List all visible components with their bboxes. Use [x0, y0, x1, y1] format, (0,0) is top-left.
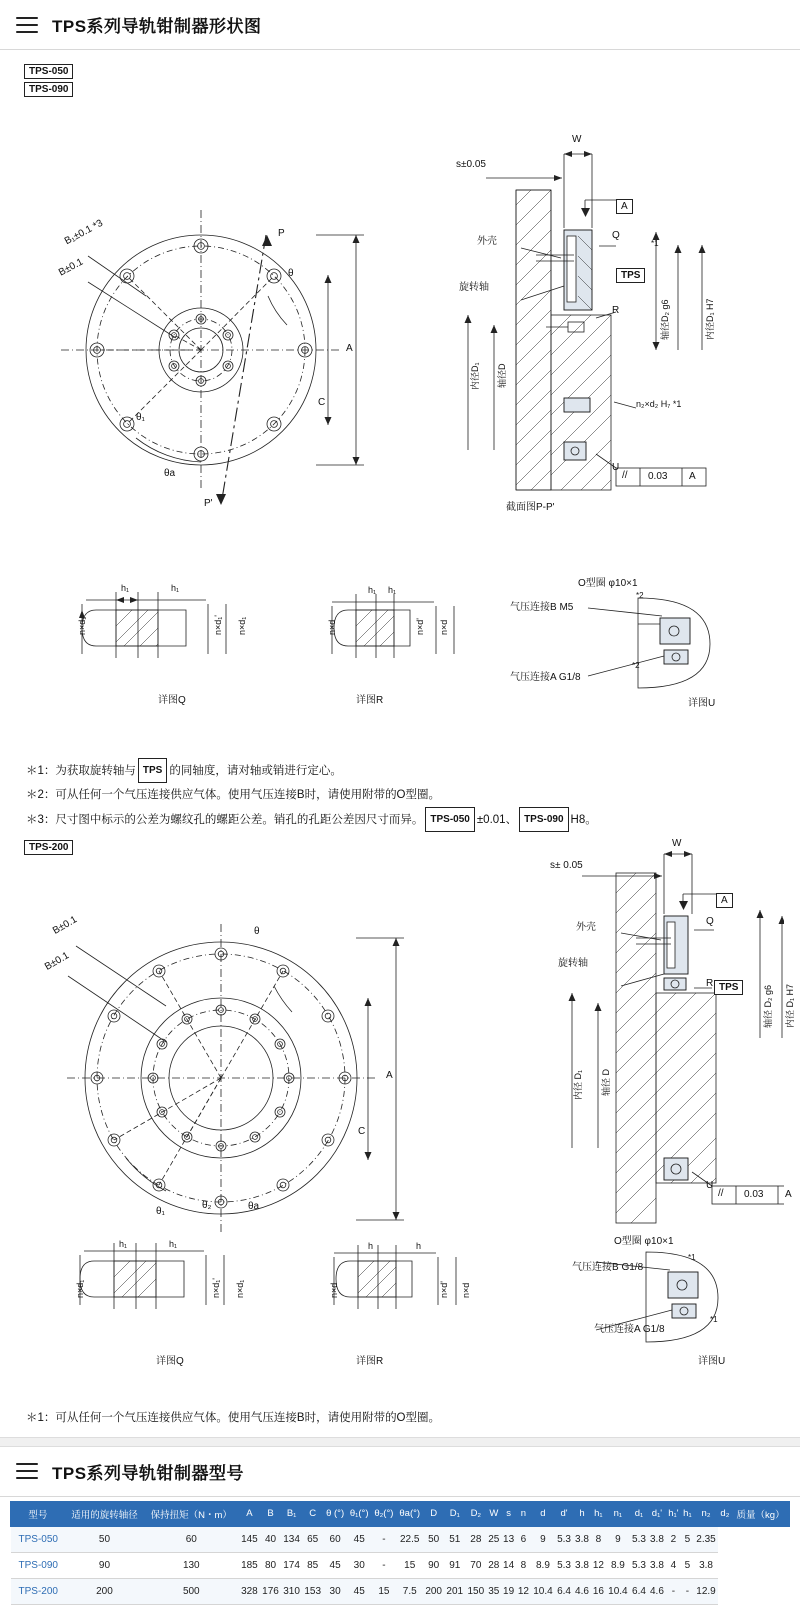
label2-q-h1-a: h₁ [119, 1239, 128, 1250]
th-17: d [531, 1501, 555, 1526]
th-9: θ₂(°) [371, 1501, 396, 1526]
gdt-datum-1: A [689, 471, 696, 482]
label-u: U [612, 462, 620, 473]
page-title: TPS系列导轨钳制器形状图 [52, 17, 262, 36]
note-1-pre: ＊1：为获取旋转轴与 [26, 765, 136, 777]
cell: 150 [465, 1578, 486, 1604]
cell: 201 [444, 1578, 465, 1604]
cell: 22.5 [396, 1526, 423, 1552]
detail-q-title-2: 详图Q [156, 1356, 184, 1368]
label2-r: R [706, 978, 714, 990]
cell: 6.4 [555, 1578, 573, 1604]
cell: 25 [486, 1526, 501, 1552]
th-8: θ₁(°) [347, 1501, 371, 1526]
label2-air-b: 气压连接B G1/8 [572, 1262, 644, 1274]
label-q-nxd1-c: n×d₁ [237, 616, 247, 635]
label2-inner-d1-h7: 内径 D₁ H7 [785, 984, 795, 1029]
table-row [11, 1552, 790, 1578]
tag-tps-090: TPS-090 [24, 82, 73, 97]
cell-model: TPS-090 [11, 1552, 66, 1578]
label2-r-h-b: h [416, 1241, 422, 1252]
cell: 5 [681, 1552, 694, 1578]
cell: - [681, 1578, 694, 1604]
label-theta: θ [288, 268, 294, 279]
note-2-1: ＊1：可从任何一个气压连接供应气体。使用气压连接B时，请使用附带的O型圈。 [26, 1412, 441, 1425]
cell: 10.4 [531, 1578, 555, 1604]
th-22: d₁ [630, 1501, 648, 1526]
cell: 5.3 [630, 1552, 648, 1578]
cell: 70 [465, 1552, 486, 1578]
th-10: θa(°) [396, 1501, 423, 1526]
cell: 2.35 [694, 1526, 718, 1552]
model-tags-2 [24, 840, 73, 858]
th-16: n [516, 1501, 531, 1526]
cell: 153 [302, 1578, 323, 1604]
gdt-sym-1: // [622, 470, 628, 481]
cell: 90 [423, 1552, 444, 1578]
cell: 145 [239, 1526, 260, 1552]
cell: 12 [516, 1578, 531, 1604]
label-q: Q [612, 230, 620, 241]
section-divider [0, 1437, 800, 1447]
tag-tps-callout-2: TPS [714, 980, 743, 995]
label-b-tolerance: B±0.1 [56, 256, 86, 279]
menu-icon-2[interactable] [16, 1463, 38, 1479]
cell: 90 [65, 1552, 143, 1578]
label-star2-a: *2 [636, 591, 644, 600]
cell: 65 [302, 1526, 323, 1552]
datum-a-2: A [716, 893, 733, 908]
cell: 5.3 [555, 1552, 573, 1578]
th-14: W [486, 1501, 501, 1526]
cell: 3.8 [648, 1552, 666, 1578]
label-n2-d2: n₂×d₂ H₇ *1 [636, 399, 682, 409]
cell: 4.6 [573, 1578, 591, 1604]
cell: 3.8 [573, 1526, 591, 1552]
th-24: h₁' [666, 1501, 681, 1526]
label2-theta-a: θa [248, 1201, 260, 1213]
cell: 5.3 [630, 1526, 648, 1552]
label2-theta: θ [254, 926, 260, 938]
cell: 5 [681, 1526, 694, 1552]
gdt-value-2: 0.03 [744, 1189, 764, 1201]
label-inner-d1: 内径D₁ [470, 362, 480, 390]
label2-u: U [706, 1180, 714, 1192]
label-dim-w: W [572, 134, 582, 145]
cell: 500 [144, 1578, 239, 1604]
note-1-post: 的同轴度，请对轴或销进行定心。 [169, 765, 342, 777]
cell-model: TPS-200 [11, 1578, 66, 1604]
cell: 30 [347, 1552, 371, 1578]
section-header-model [0, 1447, 800, 1497]
label-p-prime: P' [204, 498, 213, 509]
cell: 6 [516, 1526, 531, 1552]
cell: 4 [666, 1552, 681, 1578]
label-star1-a: *1 [651, 239, 659, 248]
tag-tps-050: TPS-050 [24, 64, 73, 79]
cell: 5.3 [555, 1526, 573, 1552]
note-3-tps090: TPS-090 [519, 807, 568, 832]
label-shaft-d2-g6: 轴径D₂ g6 [660, 299, 670, 340]
label-q-nxd1p: n×d₁' [213, 614, 223, 635]
drawing-svg-2 [16, 838, 784, 1398]
note-3-mid: ±0.01、 [476, 814, 518, 827]
label2-shaft-d: 轴径 D [601, 1069, 611, 1097]
notes-block-2 [0, 1398, 800, 1436]
cell: - [371, 1552, 396, 1578]
label-p: P [278, 228, 285, 239]
table-row [11, 1578, 790, 1604]
detail-u-title-2: 详图U [698, 1356, 726, 1368]
label2-q-nxd1: n×d₁ [75, 1280, 85, 1299]
th-21: n₁ [606, 1501, 630, 1526]
cell: 2 [666, 1526, 681, 1552]
th-28: 质量（kg） [732, 1501, 790, 1526]
cell: 3.8 [573, 1552, 591, 1578]
note-3-post: H8。 [570, 814, 597, 827]
notes-block-1 [0, 750, 800, 838]
label2-theta2: θ₂ [202, 1200, 212, 1212]
cell: 19 [501, 1578, 516, 1604]
cell: 8.9 [606, 1552, 630, 1578]
label-r-h1-a: h₁ [368, 585, 377, 595]
cell: 7.5 [396, 1578, 423, 1604]
cell: - [666, 1578, 681, 1604]
cell: 134 [281, 1526, 302, 1552]
cell: 8 [591, 1526, 606, 1552]
th-2: 保持扭矩（N・m） [144, 1501, 239, 1526]
gdt-sym-2: // [718, 1188, 724, 1200]
cell: 50 [423, 1526, 444, 1552]
cell: 14 [501, 1552, 516, 1578]
drawing-tps050-090 [0, 50, 800, 750]
label2-star1-b: *1 [710, 1315, 718, 1325]
cell: 12.9 [694, 1578, 718, 1604]
cell: 200 [423, 1578, 444, 1604]
th-0: 型号 [11, 1501, 66, 1526]
label2-shaft-d2-g6: 轴径 D₂ g6 [763, 985, 773, 1029]
label-q-nxd1: n×d₁ [77, 616, 87, 635]
label2-q-h1-b: h₁ [169, 1239, 178, 1250]
th-15: s [501, 1501, 516, 1526]
cell: 8.9 [531, 1552, 555, 1578]
label2-s-tolerance: s± 0.05 [550, 860, 583, 872]
section-header-shape [0, 0, 800, 50]
spec-table [10, 1501, 790, 1605]
note-1-tps: TPS [138, 758, 167, 783]
label2-shell: 外壳 [576, 922, 596, 934]
th-11: D [423, 1501, 444, 1526]
cell: 8 [516, 1552, 531, 1578]
note-3 [26, 807, 774, 832]
label-shell: 外壳 [477, 236, 497, 247]
label2-theta1: θ₁ [156, 1206, 165, 1218]
label2-dim-a: A [386, 1070, 393, 1082]
label-dim-c: C [318, 397, 326, 408]
cell: 28 [486, 1552, 501, 1578]
detail-q-title-1: 详图Q [158, 695, 186, 706]
label-dim-a: A [346, 343, 353, 354]
th-1: 适用的旋转轴径 [65, 1501, 143, 1526]
detail-r-title-2: 详图R [356, 1356, 384, 1368]
cell: 16 [591, 1578, 606, 1604]
datum-a-1: A [616, 199, 633, 214]
cell: 15 [396, 1552, 423, 1578]
label2-q-nxd1-c: n×d₁ [235, 1280, 245, 1299]
th-12: D₁ [444, 1501, 465, 1526]
label2-air-a: 气压连接A G1/8 [594, 1324, 665, 1336]
label-air-a-1: 气压连接A G1/8 [510, 672, 581, 683]
cell: 28 [465, 1526, 486, 1552]
cell: 200 [65, 1578, 143, 1604]
cell: 30 [323, 1578, 347, 1604]
label2-r-nxd: n×d [329, 1283, 339, 1299]
th-23: d₁' [648, 1501, 666, 1526]
cell: 328 [239, 1578, 260, 1604]
label-rotary-shaft: 旋转轴 [459, 282, 489, 293]
label2-r-nxdp: n×d' [439, 1281, 449, 1299]
label-r: R [612, 305, 620, 316]
label2-rotary-shaft: 旋转轴 [558, 958, 588, 970]
th-18: d' [555, 1501, 573, 1526]
label2-r-h-a: h [368, 1241, 374, 1252]
th-3: A [239, 1501, 260, 1526]
label2-dim-c: C [358, 1126, 366, 1138]
label-shaft-d: 轴径D [497, 363, 507, 388]
label2-b-tolerance: B±0.1 [42, 950, 72, 974]
th-4: B [260, 1501, 281, 1526]
th-6: C [302, 1501, 323, 1526]
tag-tps-200: TPS-200 [24, 840, 73, 855]
cell: 12 [591, 1552, 606, 1578]
label2-r-nxd-c: n×d [461, 1283, 471, 1299]
label2-star1-a: *1 [688, 1253, 696, 1263]
cell: 15 [371, 1578, 396, 1604]
note-1 [26, 758, 774, 783]
menu-icon[interactable] [16, 17, 38, 33]
cell: 6.4 [630, 1578, 648, 1604]
label-r-nxd-c: n×d [439, 619, 449, 635]
cell: 50 [65, 1526, 143, 1552]
model-tags-1 [24, 64, 73, 100]
label-theta-a: θa [164, 468, 176, 479]
label-air-b-1: 气压连接B M5 [510, 602, 574, 613]
label2-q-nxd1p: n×d₁' [211, 1278, 221, 1299]
label-theta1: θ₁ [136, 412, 145, 423]
gdt-datum-2: A [785, 1189, 792, 1201]
gdt-value-1: 0.03 [648, 471, 668, 482]
cell: 310 [281, 1578, 302, 1604]
cell: 40 [260, 1526, 281, 1552]
detail-u-title-1: 详图U [688, 698, 716, 709]
table-header-row [11, 1501, 790, 1526]
cell: 91 [444, 1552, 465, 1578]
label-inner-d1-h7: 内径D₁ H7 [705, 298, 715, 340]
cell: 3.8 [694, 1552, 718, 1578]
cell: 45 [347, 1526, 371, 1552]
th-20: h₁ [591, 1501, 606, 1526]
cell: 176 [260, 1578, 281, 1604]
detail-r-title-1: 详图R [356, 695, 384, 706]
th-13: D₂ [465, 1501, 486, 1526]
th-19: h [573, 1501, 591, 1526]
cell: 185 [239, 1552, 260, 1578]
note-3-pre: ＊3：尺寸图中标示的公差为螺纹孔的螺距公差。销孔的孔距公差因尺寸而异。 [26, 814, 424, 827]
tag-tps-callout-1: TPS [616, 268, 645, 283]
label-q-h1-a: h₁ [121, 583, 130, 593]
cell: 9 [606, 1526, 630, 1552]
th-25: h₁ [681, 1501, 694, 1526]
cell: 130 [144, 1552, 239, 1578]
spec-table-wrap [0, 1497, 800, 1623]
cell: 45 [347, 1578, 371, 1604]
th-7: θ (°) [323, 1501, 347, 1526]
label-q-h1-b: h₁ [171, 583, 180, 593]
cell: 80 [260, 1552, 281, 1578]
th-5: B₁ [281, 1501, 302, 1526]
model-section-title: TPS系列导轨钳制器型号 [52, 1463, 245, 1483]
label-r-h1-b: h₁ [388, 585, 397, 595]
label-r-nxdp: n×d' [415, 618, 425, 635]
th-27: d₂ [718, 1501, 732, 1526]
note-3-tps050: TPS-050 [425, 807, 474, 832]
cell: 35 [486, 1578, 501, 1604]
cell: - [371, 1526, 396, 1552]
cell-model: TPS-050 [11, 1526, 66, 1552]
label-star2-b: *2 [632, 661, 640, 670]
label-section-view: 截面图P-P' [506, 502, 555, 513]
th-26: n₂ [694, 1501, 718, 1526]
label2-inner-d1: 内径 D₁ [573, 1070, 583, 1101]
cell: 45 [323, 1552, 347, 1578]
label2-oring: O型圈 φ10×1 [614, 1236, 674, 1248]
cell: 4.6 [648, 1578, 666, 1604]
cell: 10.4 [606, 1578, 630, 1604]
label-r-nxd: n×d [327, 619, 337, 635]
cell: 174 [281, 1552, 302, 1578]
label-oring-1: O型圈 φ10×1 [578, 578, 638, 589]
label2-dim-w: W [672, 838, 682, 850]
label2-b1-tolerance: B±0.1 [50, 914, 80, 938]
label-s-tolerance: s±0.05 [456, 159, 486, 170]
note-2: ＊2：可从任何一个气压连接供应气体。使用气压连接B时，请使用附带的O型圈。 [26, 789, 441, 802]
cell: 60 [323, 1526, 347, 1552]
drawing-tps200 [0, 838, 800, 1398]
cell: 9 [531, 1526, 555, 1552]
label-b1-tolerance: B₁±0.1 *3 [62, 217, 105, 248]
cell: 3.8 [648, 1526, 666, 1552]
table-row [11, 1526, 790, 1552]
cell: 13 [501, 1526, 516, 1552]
cell: 85 [302, 1552, 323, 1578]
cell: 51 [444, 1526, 465, 1552]
label2-q: Q [706, 916, 714, 928]
cell: 60 [144, 1526, 239, 1552]
